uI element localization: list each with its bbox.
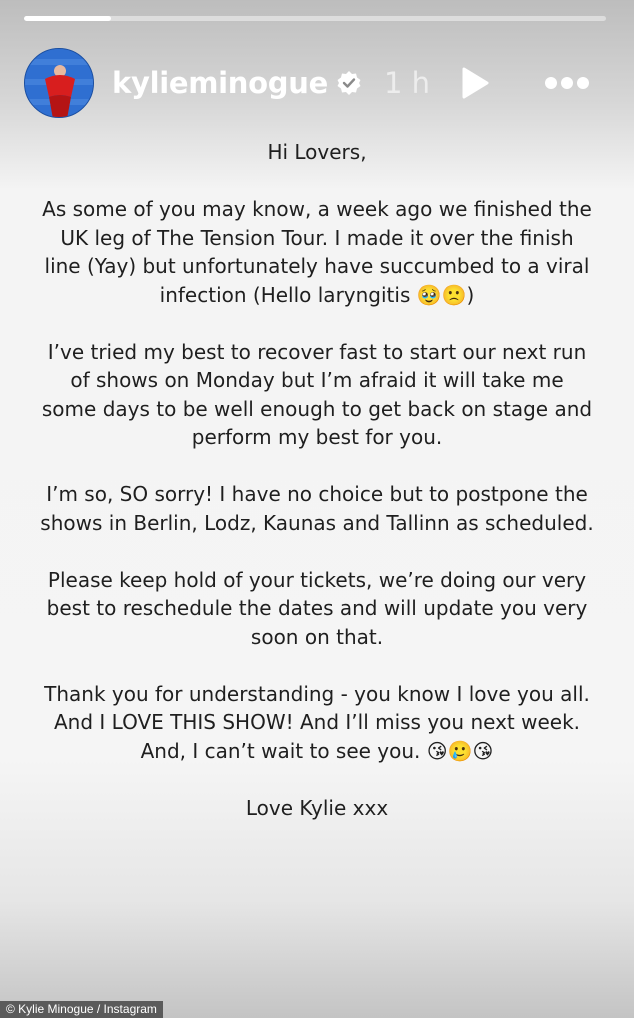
avatar-image <box>25 49 94 118</box>
letter-greeting: Hi Lovers, <box>267 140 367 164</box>
username[interactable]: kylieminogue <box>112 66 328 100</box>
story-progress-fill <box>24 16 111 21</box>
story-progress-bar <box>24 16 606 21</box>
photo-credit: © Kylie Minogue / Instagram <box>0 1001 163 1018</box>
letter-paragraph: Thank you for understanding - you know I love you all. And I LOVE THIS SHOW! And I’ll miss you next week. And, I can’t wait to see you. 😘🥲😘 <box>44 681 590 763</box>
story-timestamp: 1 h <box>383 66 431 100</box>
more-options-icon[interactable] <box>544 75 590 91</box>
letter-signoff: Love Kylie xxx <box>245 795 389 820</box>
story-header <box>24 46 614 120</box>
avatar[interactable] <box>24 48 94 118</box>
letter-paragraph: Please keep hold of your tickets, we’re doing our very best to reschedule the dates and will update you very soon on that. <box>46 567 588 649</box>
letter-paragraph: As some of you may know, a week ago we finished the UK leg of The Tension Tour. I made it over the finish line (Yay) but unfortunately have succumbed to a viral infection (Hello laryngitis 🥹🙁) <box>42 197 592 307</box>
letter-paragraph: I’m so, SO sorry! I have no choice but to postpone the shows in Berlin, Lodz, Kaunas and Tallinn as scheduled. <box>40 482 594 535</box>
story-letter <box>40 138 594 851</box>
letter-paragraph: I’ve tried my best to recover fast to start our next run of shows on Monday but I’m afraid it will take me some days to be well enough to get back on stage and perform my best for you. <box>41 339 593 449</box>
verified-badge-icon <box>336 70 362 96</box>
play-icon[interactable] <box>456 65 492 101</box>
